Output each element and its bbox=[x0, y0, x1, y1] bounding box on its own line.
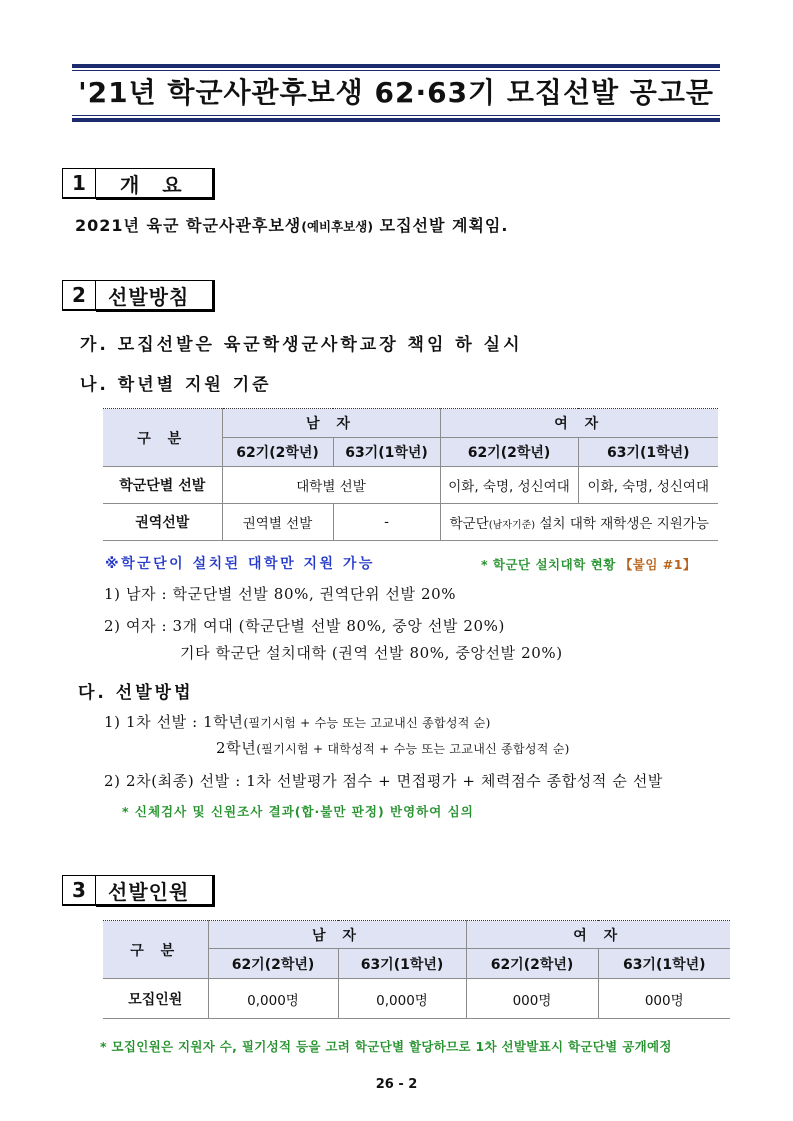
cell-female-paren: (남자기준) bbox=[488, 520, 536, 531]
quota-male: 1) 남자 : 학군단별 선발 80%, 권역단위 선발 20% bbox=[104, 585, 457, 603]
header-female: 여 자 bbox=[466, 921, 730, 949]
table-row bbox=[103, 467, 718, 504]
overview-text bbox=[75, 213, 508, 236]
section-3-header bbox=[62, 875, 215, 906]
section-2-number: 2 bbox=[62, 280, 96, 311]
eligibility-table bbox=[103, 408, 718, 541]
header-male: 남 자 bbox=[208, 921, 466, 949]
header-female-62: 62기(2학년) bbox=[440, 438, 578, 467]
cell-female-63: 이화, 숙명, 성신여대 bbox=[578, 467, 718, 504]
header-female-63: 63기(1학년) bbox=[578, 438, 718, 467]
section-3-title: 선발인원 bbox=[96, 875, 215, 907]
page-title: '21년 학군사관후보생 62·63기 모집선발 공고문 bbox=[78, 76, 714, 109]
method-step2: 2) 2차(최종) 선발 : 1차 선발평가 점수 + 면접평가 + 체력점수 종합성적 순 선발 bbox=[104, 772, 663, 790]
section-1-number: 1 bbox=[62, 168, 96, 199]
policy-item-b: 나. 학년별 지원 기준 bbox=[80, 375, 272, 395]
header-male: 남 자 bbox=[222, 409, 440, 438]
cell-female-62: 000명 bbox=[466, 979, 598, 1019]
overview-main: 2021년 육군 학군사관후보생 bbox=[75, 216, 302, 235]
policy-item-c: 다. 선발방법 bbox=[78, 683, 194, 703]
row-label: 학군단별 선발 bbox=[103, 467, 222, 504]
section-1-title: 개 요 bbox=[96, 168, 215, 200]
cell-male-62: 권역별 선발 bbox=[222, 504, 333, 541]
header-male-63: 63기(1학년) bbox=[333, 438, 440, 467]
quota-female-other: 기타 학군단 설치대학 (권역 선발 80%, 중앙선발 20%) bbox=[180, 644, 563, 662]
header-female: 여 자 bbox=[440, 409, 718, 438]
header-male-62: 62기(2학년) bbox=[222, 438, 333, 467]
method-grade2-detail: (필기시험 + 대학성적 + 수능 또는 고교내신 종합성적 순) bbox=[256, 742, 570, 756]
header-male-62: 62기(2학년) bbox=[208, 949, 338, 979]
quota-female: 2) 여자 : 3개 여대 (학군단별 선발 80%, 중앙 선발 20%) bbox=[104, 617, 505, 635]
section-2-header bbox=[62, 280, 215, 311]
row-label: 모집인원 bbox=[103, 979, 208, 1019]
header-category: 구 분 bbox=[103, 409, 222, 467]
cell-female-pre: 학군단 bbox=[449, 516, 489, 532]
header-category: 구 분 bbox=[103, 921, 208, 979]
quota-table bbox=[103, 920, 730, 1019]
cell-female bbox=[440, 504, 718, 541]
method-step1 bbox=[104, 711, 491, 732]
table-row bbox=[103, 979, 730, 1019]
section-2-title: 선발방침 bbox=[96, 280, 215, 312]
title-banner bbox=[72, 64, 720, 122]
footnote: * 모집인원은 지원자 수, 필기성적 등을 고려 학군단별 할당하므로 1차 선발발표시 학군단별 공개예정 bbox=[100, 1039, 672, 1054]
table-row bbox=[103, 504, 718, 541]
reference-tag: 【붙임 #1】 bbox=[619, 557, 696, 572]
table-header-row bbox=[103, 409, 718, 438]
method-grade2-prefix: 2학년 bbox=[216, 739, 257, 757]
header-male-63: 63기(1학년) bbox=[338, 949, 466, 979]
overview-paren: (예비후보생) bbox=[301, 219, 374, 234]
section-3-number: 3 bbox=[62, 875, 96, 906]
cell-female-63: 000명 bbox=[598, 979, 730, 1019]
page-number: 26 - 2 bbox=[375, 1077, 418, 1092]
cell-male-63: 0,000명 bbox=[338, 979, 466, 1019]
overview-tail: 모집선발 계획임. bbox=[373, 216, 509, 235]
table-header-row bbox=[103, 921, 730, 949]
row-label: 권역선발 bbox=[103, 504, 222, 541]
header-female-62: 62기(2학년) bbox=[466, 949, 598, 979]
reference-note bbox=[481, 555, 696, 573]
section-1-header bbox=[62, 168, 215, 199]
cell-female-62: 이화, 숙명, 성신여대 bbox=[440, 467, 578, 504]
method-step1-grade2 bbox=[216, 737, 570, 758]
cell-male: 대학별 선발 bbox=[222, 467, 440, 504]
cell-male-62: 0,000명 bbox=[208, 979, 338, 1019]
method-note: * 신체검사 및 신원조사 결과(합·불만 판정) 반영하여 심의 bbox=[122, 804, 474, 819]
reference-text: * 학군단 설치대학 현황 bbox=[481, 557, 616, 572]
eligibility-note: ※학군단이 설치된 대학만 지원 가능 bbox=[105, 556, 375, 572]
method-step1-prefix: 1) 1차 선발 : 1학년 bbox=[104, 713, 244, 731]
cell-female-post: 설치 대학 재학생은 지원가능 bbox=[535, 516, 709, 532]
header-female-63: 63기(1학년) bbox=[598, 949, 730, 979]
method-step1-detail: (필기시험 + 수능 또는 고교내신 종합성적 순) bbox=[243, 716, 491, 730]
policy-item-a: 가. 모집선발은 육군학생군사학교장 책임 하 실시 bbox=[80, 335, 523, 355]
cell-male-63: - bbox=[333, 504, 440, 541]
